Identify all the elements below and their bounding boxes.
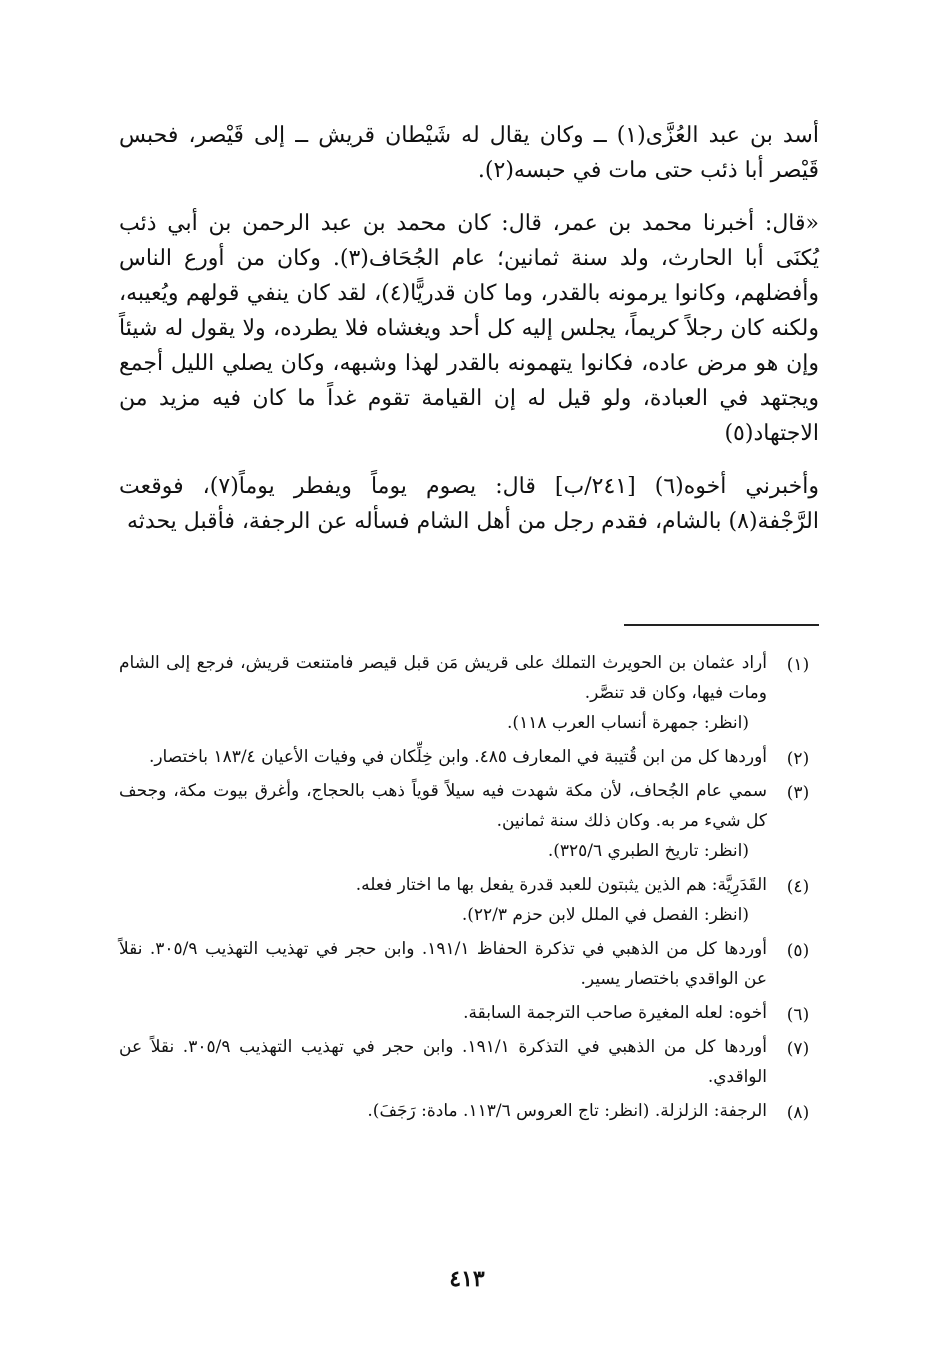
footnote: [119, 1032, 819, 1092]
footnote: [119, 934, 819, 994]
footnote: [119, 742, 819, 772]
paragraph: وأخبرني أخوه(٦) [٢٤١/ب] قال: يصوم يوماً ويفطر يوماً(٧)، فوقعت الرَّجْفة(٨) بالشام، فقدم رجل من أهل الشام فسأله عن الرجفة، فأقبل يحدثه: [119, 474, 819, 534]
footnote-number: (٧): [786, 1039, 810, 1059]
page-number: ٤١٣: [449, 1266, 485, 1292]
footnote: [119, 1096, 819, 1126]
paragraph: أسد بن عبد العُزَّى(١) ــ وكان يقال له شَيْطان قريش ــ إلى قَيْصر، فحبس قَيْصر أبا ذئب حتى مات في حبسه(٢).: [119, 123, 819, 183]
footnote-number: (٢): [786, 749, 810, 769]
footnote-text: أوردها كل من ابن قُتيبة في المعارف ٤٨٥. وابن خِلِّكان في وفيات الأعيان ١٨٣/٤ باختصار.: [148, 747, 767, 767]
footnote-number: (٦): [786, 1005, 810, 1025]
footnote-number: (٥): [786, 941, 810, 961]
footnote-reference: (انظر: تاريخ الطبري ٣٢٥/٦).: [547, 841, 749, 861]
footnote: [119, 776, 819, 866]
footnote-text: أوردها كل من الذهبي في تذكرة الحفاظ ١٩١/١. وابن حجر في تهذيب التهذيب ٣٠٥/٩. نقلاً عن الواقدي باختصار يسير.: [119, 939, 767, 989]
footnote: [119, 870, 819, 930]
main-text: [119, 118, 819, 539]
footnote-text: سمي عام الجُحاف، لأن مكة شهدت فيه سيلاً قوياً ذهب بالحجاج، وأغرق بيوت مكة، وجحف كل شيء مر به. وكان ذلك سنة ثمانين.: [119, 781, 767, 831]
footnote-number: (٤): [786, 877, 810, 897]
footnote-reference: (انظر: جمهرة أنساب العرب ١١٨).: [507, 713, 749, 733]
footnote-text: القَدَرِيَّة: هم الذين يثبتون للعبد قدرة يفعل بها ما اختار فعله.: [355, 875, 767, 895]
footnote-number: (٨): [786, 1103, 810, 1123]
footnote-text: أخوه: لعله المغيرة صاحب الترجمة السابقة.: [463, 1003, 767, 1023]
paragraph: «قال: أخبرنا محمد بن عمر، قال: كان محمد بن عبد الرحمن بن أبي ذئب يُكنَى أبا الحارث، ولد سنة ثمانين؛ عام الجُحَاف(٣). وكان من أورع الناس وأفضلهم، وكانوا يرمونه بالقدر، وما كان قدريًّا(٤)، لقد كان ينفي قولهم ويُعيبه، ولكنه كان رجلاً كريماً، يجلس إليه كل أحد ويغشاه فلا يطرده، ولا يقول له شيئاً وإن هو مرض عاده، فكانوا يتهمونه بالقدر لهذا وشبهه، وكان يصلي الليل أجمع ويجتهد في العبادة، ولو قيل له إن القيامة تقوم غداً ما كان فيه مزيد من الاجتهاد(٥): [119, 211, 820, 446]
footnote-number: (٣): [786, 783, 810, 803]
footnote-number: (١): [786, 655, 810, 675]
footnote-text: أراد عثمان بن الحويرث التملك على قريش مَن قبل قيصر فامتنعت قريش، فرجع إلى الشام ومات فيها، وكان قد تنصَّر.: [119, 653, 767, 703]
footnote: [119, 648, 819, 738]
footnotes: [119, 648, 819, 1130]
footnote: [119, 998, 819, 1028]
footnote-reference: (انظر: الفصل في الملل لابن حزم ٢٢/٣).: [461, 905, 749, 925]
footnote-text: الرجفة: الزلزلة. (انظر: تاج العروس ١١٣/٦. مادة: رَجَفَ).: [367, 1101, 767, 1121]
footnote-separator: [624, 624, 819, 626]
footnote-text: أوردها كل من الذهبي في التذكرة ١٩١/١. وابن حجر في تهذيب التهذيب ٣٠٥/٩. نقلاً عن الواقدي.: [119, 1037, 767, 1087]
